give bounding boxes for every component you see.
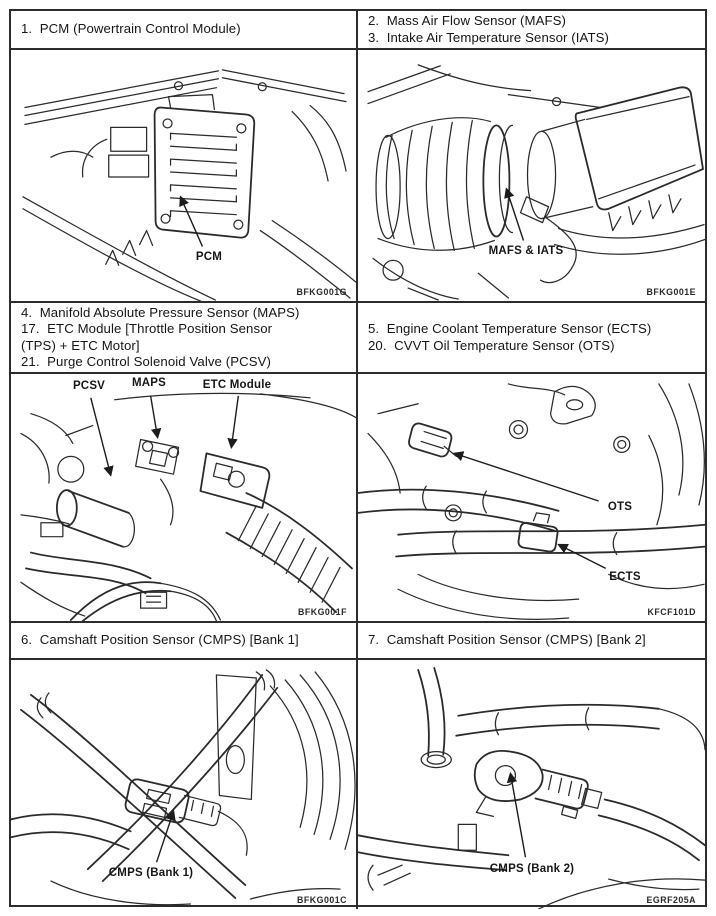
header-line: 6. Camshaft Position Sensor (CMPS) [Bank 1]	[21, 632, 299, 648]
component-label-etc-module: ETC Module	[202, 379, 272, 391]
air-cleaner-drawing	[358, 50, 705, 301]
figure-code: BFKG001F	[298, 607, 347, 617]
figure-cmps-bank1	[11, 660, 358, 909]
header-line: 4. Manifold Absolute Pressure Sensor (MAPS)	[21, 304, 300, 320]
figure-code: EGRF205A	[646, 895, 696, 905]
component-label-pcsv: PCSV	[72, 380, 106, 392]
component-label-ots: OTS	[607, 501, 633, 513]
pcm-engine-bay-drawing	[11, 50, 356, 301]
panel-header-pcm	[11, 11, 358, 50]
figure-code: KFCF101D	[647, 607, 696, 617]
panel-header-ects-ots	[358, 303, 705, 374]
component-label-cmps-bank2: CMPS (Bank 2)	[489, 863, 575, 875]
component-label-pcm: PCM	[195, 251, 223, 263]
figure-code: BFKG001C	[297, 895, 347, 905]
panel-header-maps-etc-pcsv	[11, 303, 358, 374]
header-line: (TPS) + ETC Motor]	[21, 337, 140, 353]
panel-header-cmps-bank1	[11, 623, 358, 660]
header-line: 17. ETC Module [Throttle Position Sensor	[21, 321, 273, 337]
header-line: 2. Mass Air Flow Sensor (MAFS)	[368, 13, 567, 29]
component-location-grid	[9, 9, 707, 907]
figure-code: BFKG001G	[296, 287, 347, 297]
figure-cmps-bank2	[358, 660, 705, 909]
figure-code: BFKG001E	[646, 287, 696, 297]
figure-ects-ots	[358, 374, 705, 623]
coolant-sensor-area-drawing	[358, 374, 705, 621]
header-line: 20. CVVT Oil Temperature Sensor (OTS)	[368, 337, 615, 353]
intake-area-drawing	[11, 374, 356, 621]
figure-maps-etc-pcsv	[11, 374, 358, 623]
figure-pcm	[11, 50, 358, 303]
component-label-cmps-bank1: CMPS (Bank 1)	[108, 867, 194, 879]
panel-header-cmps-bank2	[358, 623, 705, 660]
header-line: 3. Intake Air Temperature Sensor (IATS)	[368, 29, 609, 45]
component-label-maps: MAPS	[131, 377, 167, 389]
header-line: 7. Camshaft Position Sensor (CMPS) [Bank 2]	[368, 632, 646, 648]
panel-header-mafs-iats	[358, 11, 705, 50]
component-label-ects: ECTS	[609, 571, 641, 583]
header-line: 21. Purge Control Solenoid Valve (PCSV)	[21, 353, 272, 369]
header-line: 5. Engine Coolant Temperature Sensor (ECTS)	[368, 321, 652, 337]
component-label-mafs-iats: MAFS & IATS	[488, 245, 564, 257]
figure-mafs-iats	[358, 50, 705, 303]
header-line: 1. PCM (Powertrain Control Module)	[21, 21, 241, 37]
